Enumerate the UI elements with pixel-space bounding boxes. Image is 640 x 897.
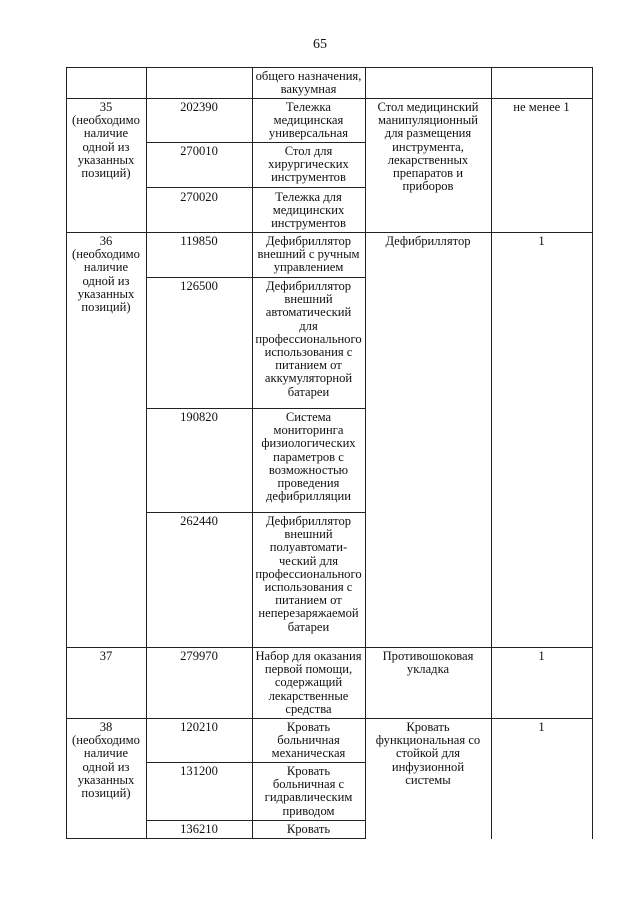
row-divider xyxy=(66,98,593,99)
item-code: 120210 xyxy=(180,721,218,734)
item-name: Тележка медицинская универсальная xyxy=(268,101,349,141)
row-divider xyxy=(66,232,593,233)
row-divider xyxy=(66,647,593,648)
item-name: Система мониторинга физиологических параметров с возможностью проведения дефибрилляции xyxy=(261,411,356,504)
table-border-top xyxy=(66,67,593,68)
equipment-type: Кровать функциональная со стойкой для инфузионной системы xyxy=(375,721,481,787)
item-code: 202390 xyxy=(180,101,218,114)
sub-row-divider xyxy=(146,408,366,409)
table-border-bottom xyxy=(66,838,366,839)
sub-row-divider xyxy=(146,762,366,763)
table-border-right xyxy=(592,67,593,839)
equipment-type: Противошоковая укладка xyxy=(382,650,474,677)
item-name: Стол для хирургических инструментов xyxy=(268,145,349,185)
item-name: Набор для оказания первой помощи, содержащий лекарственные средства xyxy=(255,650,362,716)
quantity: 1 xyxy=(538,235,545,248)
item-code: 190820 xyxy=(180,411,218,424)
equipment-type: Дефибриллятор xyxy=(385,235,471,248)
quantity: 1 xyxy=(538,721,545,734)
equipment-type: Стол медицинский манипуляционный для размещения инструмента, лекарственных препаратов и приборов xyxy=(377,101,479,194)
sub-row-divider xyxy=(146,142,366,143)
item-number: 37 xyxy=(99,650,113,663)
item-name: Дефибриллятор внешний с ручным управлением xyxy=(257,235,360,275)
item-number: 36 (необходимо наличие одной из указанных позиций) xyxy=(72,235,140,315)
item-name: Дефибриллятор внешний полуавтомати- ческий для профессионального использования с питанием от неперезаряжаемой батареи xyxy=(255,515,362,634)
item-code: 119850 xyxy=(180,235,218,248)
sub-row-divider xyxy=(146,187,366,188)
item-name: общего назначения, вакуумная xyxy=(255,70,362,97)
quantity: не менее 1 xyxy=(513,101,570,114)
item-code: 270020 xyxy=(180,191,218,204)
equipment-table xyxy=(66,67,593,839)
row-divider xyxy=(66,718,593,719)
item-name: Кровать больничная механическая xyxy=(271,721,346,761)
item-name: Дефибриллятор внешний автоматический для профессионального использования с питанием от аккумуляторной батареи xyxy=(255,280,362,399)
item-name: Кровать больничная с гидравлическим приводом xyxy=(264,765,353,818)
sub-row-divider xyxy=(146,512,366,513)
item-code: 270010 xyxy=(180,145,218,158)
item-code: 136210 xyxy=(180,823,218,836)
sub-row-divider xyxy=(146,820,366,821)
item-name: Кровать xyxy=(286,823,331,836)
item-code: 126500 xyxy=(180,280,218,293)
item-number: 38 (необходимо наличие одной из указанных позиций) xyxy=(72,721,140,801)
quantity: 1 xyxy=(538,650,545,663)
item-code: 279970 xyxy=(180,650,218,663)
item-code: 262440 xyxy=(180,515,218,528)
item-name: Тележка для медицинских инструментов xyxy=(271,191,346,231)
page-number: 65 xyxy=(313,37,327,52)
item-number: 35 (необходимо наличие одной из указанных позиций) xyxy=(72,101,140,181)
item-code: 131200 xyxy=(180,765,218,778)
sub-row-divider xyxy=(146,277,366,278)
